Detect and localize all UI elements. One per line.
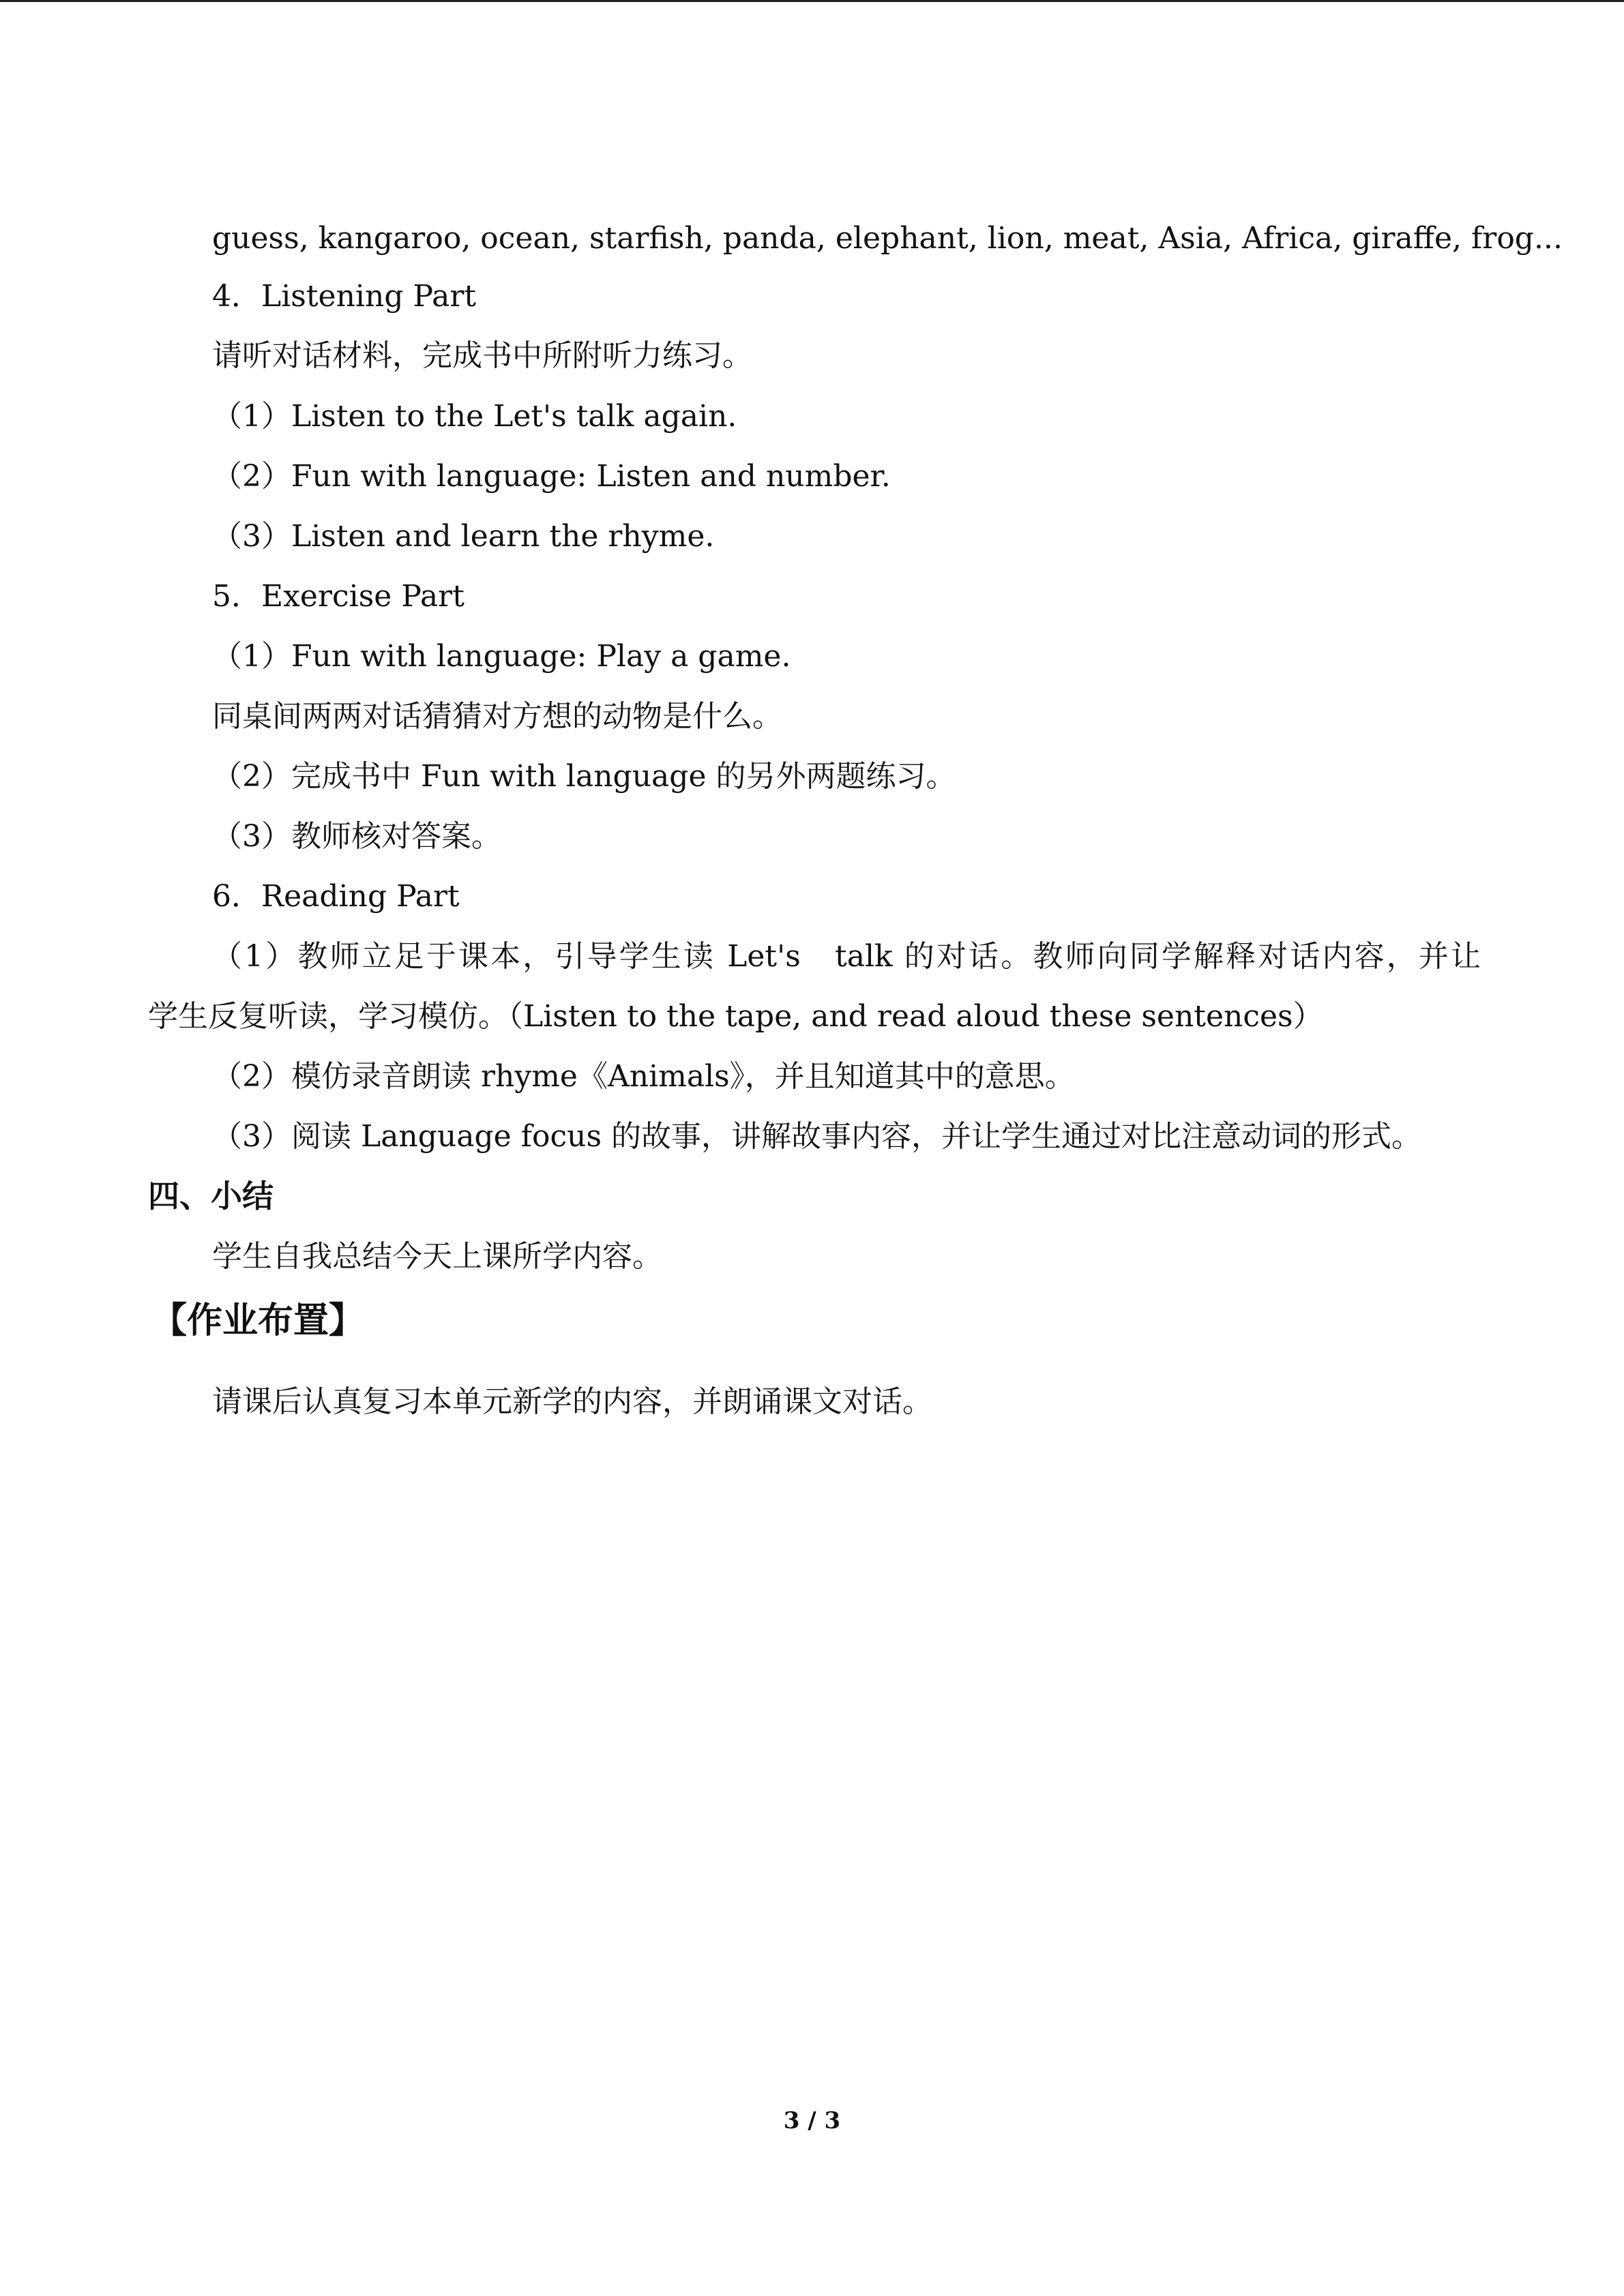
reading-item-3: （3）阅读 Language focus 的故事，讲解故事内容，并让学生通过对比注意动词的形式。 (212, 1119, 1422, 1154)
homework-text: 请课后认真复习本单元新学的内容，并朗诵课文对话。 (212, 1384, 932, 1419)
reading-item-1-line-1: （1）教师立足于课本，引导学生读 Let's talk 的对话。教师向同学解释对话内容，并让 (212, 939, 1481, 974)
listening-item-1: （1）Listen to the Let's talk again. (212, 399, 737, 434)
summary-text: 学生自我总结今天上课所学内容。 (212, 1239, 662, 1274)
homework-heading: 【作业布置】 (151, 1300, 365, 1341)
reading-item-1-line-2: 学生反复听读，学习模仿。（Listen to the tape, and read aloud these sentences） (148, 999, 1323, 1034)
reading-item-2: （2）模仿录音朗读 rhyme《Animals》，并且知道其中的意思。 (212, 1059, 1075, 1094)
listening-item-2: （2）Fun with language: Listen and number. (212, 459, 891, 494)
exercise-item-3: （3）教师核对答案。 (212, 819, 501, 854)
exercise-part-title: 5．Exercise Part (212, 579, 464, 614)
vocabulary-list: guess, kangaroo, ocean, starfish, panda, elephant, lion, meat, Asia, Africa, giraffe, frog... (212, 221, 1563, 256)
listening-part-intro: 请听对话材料，完成书中所附听力练习。 (212, 338, 752, 373)
exercise-item-1: （1）Fun with language: Play a game. (212, 639, 791, 674)
exercise-item-1-note: 同桌间两两对话猜猜对方想的动物是什么。 (212, 699, 782, 734)
page-number: 3 / 3 (783, 2107, 841, 2134)
exercise-item-2: （2）完成书中 Fun with language 的另外两题练习。 (212, 759, 956, 794)
listening-part-title: 4．Listening Part (212, 279, 477, 314)
reading-part-title: 6．Reading Part (212, 879, 460, 914)
listening-item-3: （3）Listen and learn the rhyme. (212, 519, 715, 554)
summary-heading: 四、小结 (148, 1178, 274, 1214)
top-border-rule (0, 0, 1624, 2)
